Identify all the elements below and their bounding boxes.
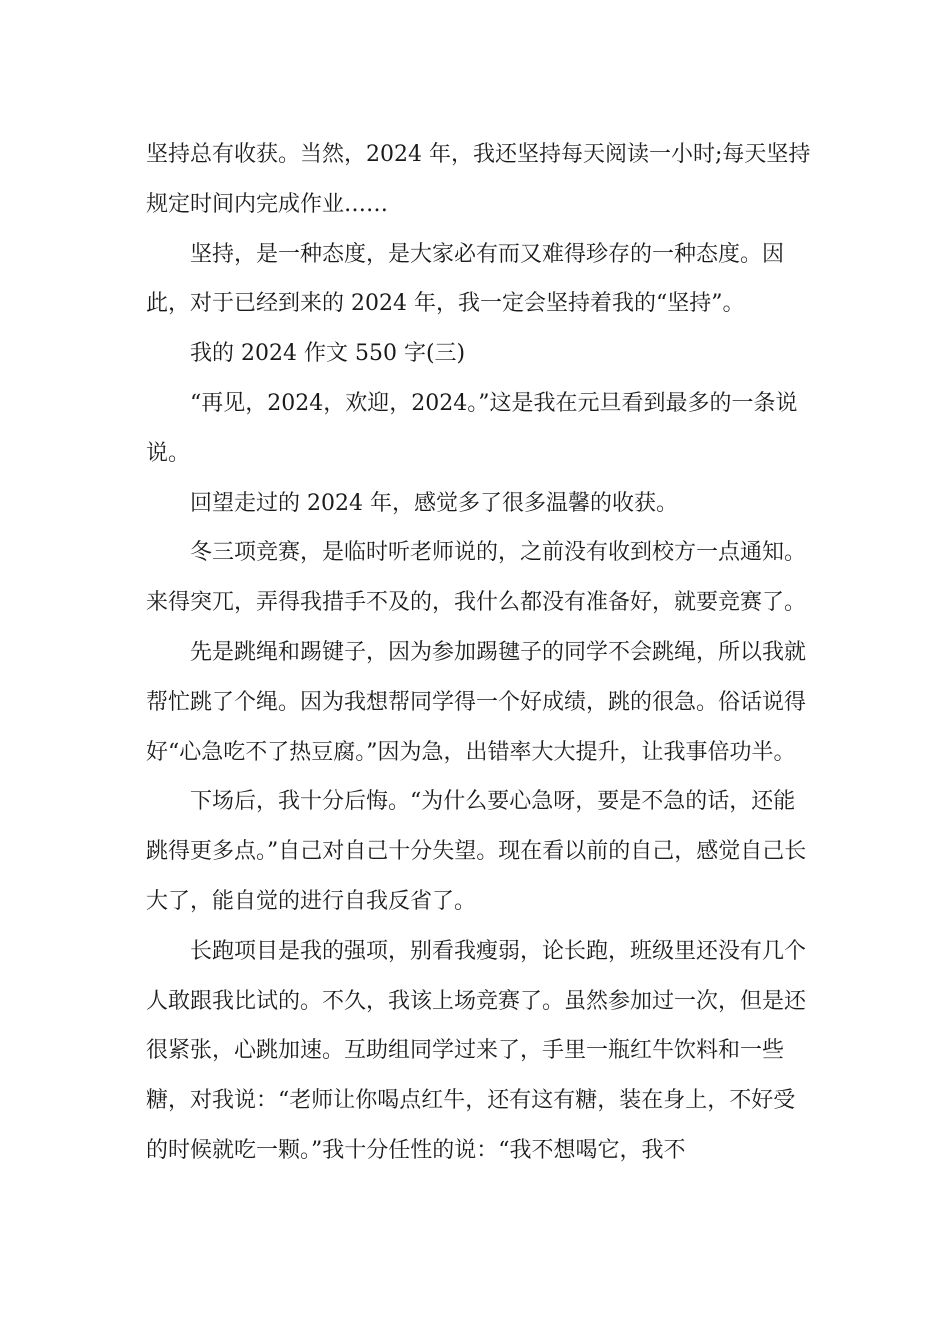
paragraph-2: 坚持，是一种态度，是大家必有而又难得珍存的一种态度。因此，对于已经到来的 2024 年，我一定会坚持着我的“坚持”。 (146, 241, 785, 317)
paragraph-3: “再见，2024，欢迎，2024。”这是我在元旦看到最多的一条说说。 (146, 390, 798, 466)
paragraph-6: 先是跳绳和踢键子，因为参加踢毽子的同学不会跳绳，所以我就帮忙跳了个绳。因为我想帮同学得一个好成绩，跳的很急。俗话说得好“心急吃不了热豆腐。”因为急，出错率大大提升，让我事倍功半。 (146, 639, 807, 765)
paragraph-5: 冬三项竞赛，是临时听老师说的，之前没有收到校方一点通知。来得突兀，弄得我措手不及的，我什么都没有准备好，就要竞赛了。 (146, 540, 807, 616)
paragraph-8: 长跑项目是我的强项，别看我瘦弱，论长跑，班级里还没有几个人敢跟我比试的。不久，我该上场竞赛了。虽然参加过一次，但是还很紧张，心跳加速。互助组同学过来了，手里一瓶红牛饮料和一些糖，对我说：“老师让你喝点红牛，还有这有糖，装在身上，不好受的时候就吃一颗。”我十分任性的说：“我不想喝它，我不 (146, 938, 807, 1163)
paragraph-7: 下场后，我十分后悔。“为什么要心急呀，要是不急的话，还能跳得更多点。”自己对自己十分失望。现在看以前的自己，感觉自己长大了，能自觉的进行自我反省了。 (146, 789, 807, 914)
section-heading: 我的 2024 作文 550 字(三) (190, 341, 466, 367)
document-body (146, 130, 816, 1176)
paragraph-4: 回望走过的 2024 年，感觉多了很多温馨的收获。 (190, 490, 678, 516)
paragraph-1: 坚持总有收获。当然，2024 年，我还坚持每天阅读一小时;每天坚持规定时间内完成作业…… (146, 142, 811, 217)
